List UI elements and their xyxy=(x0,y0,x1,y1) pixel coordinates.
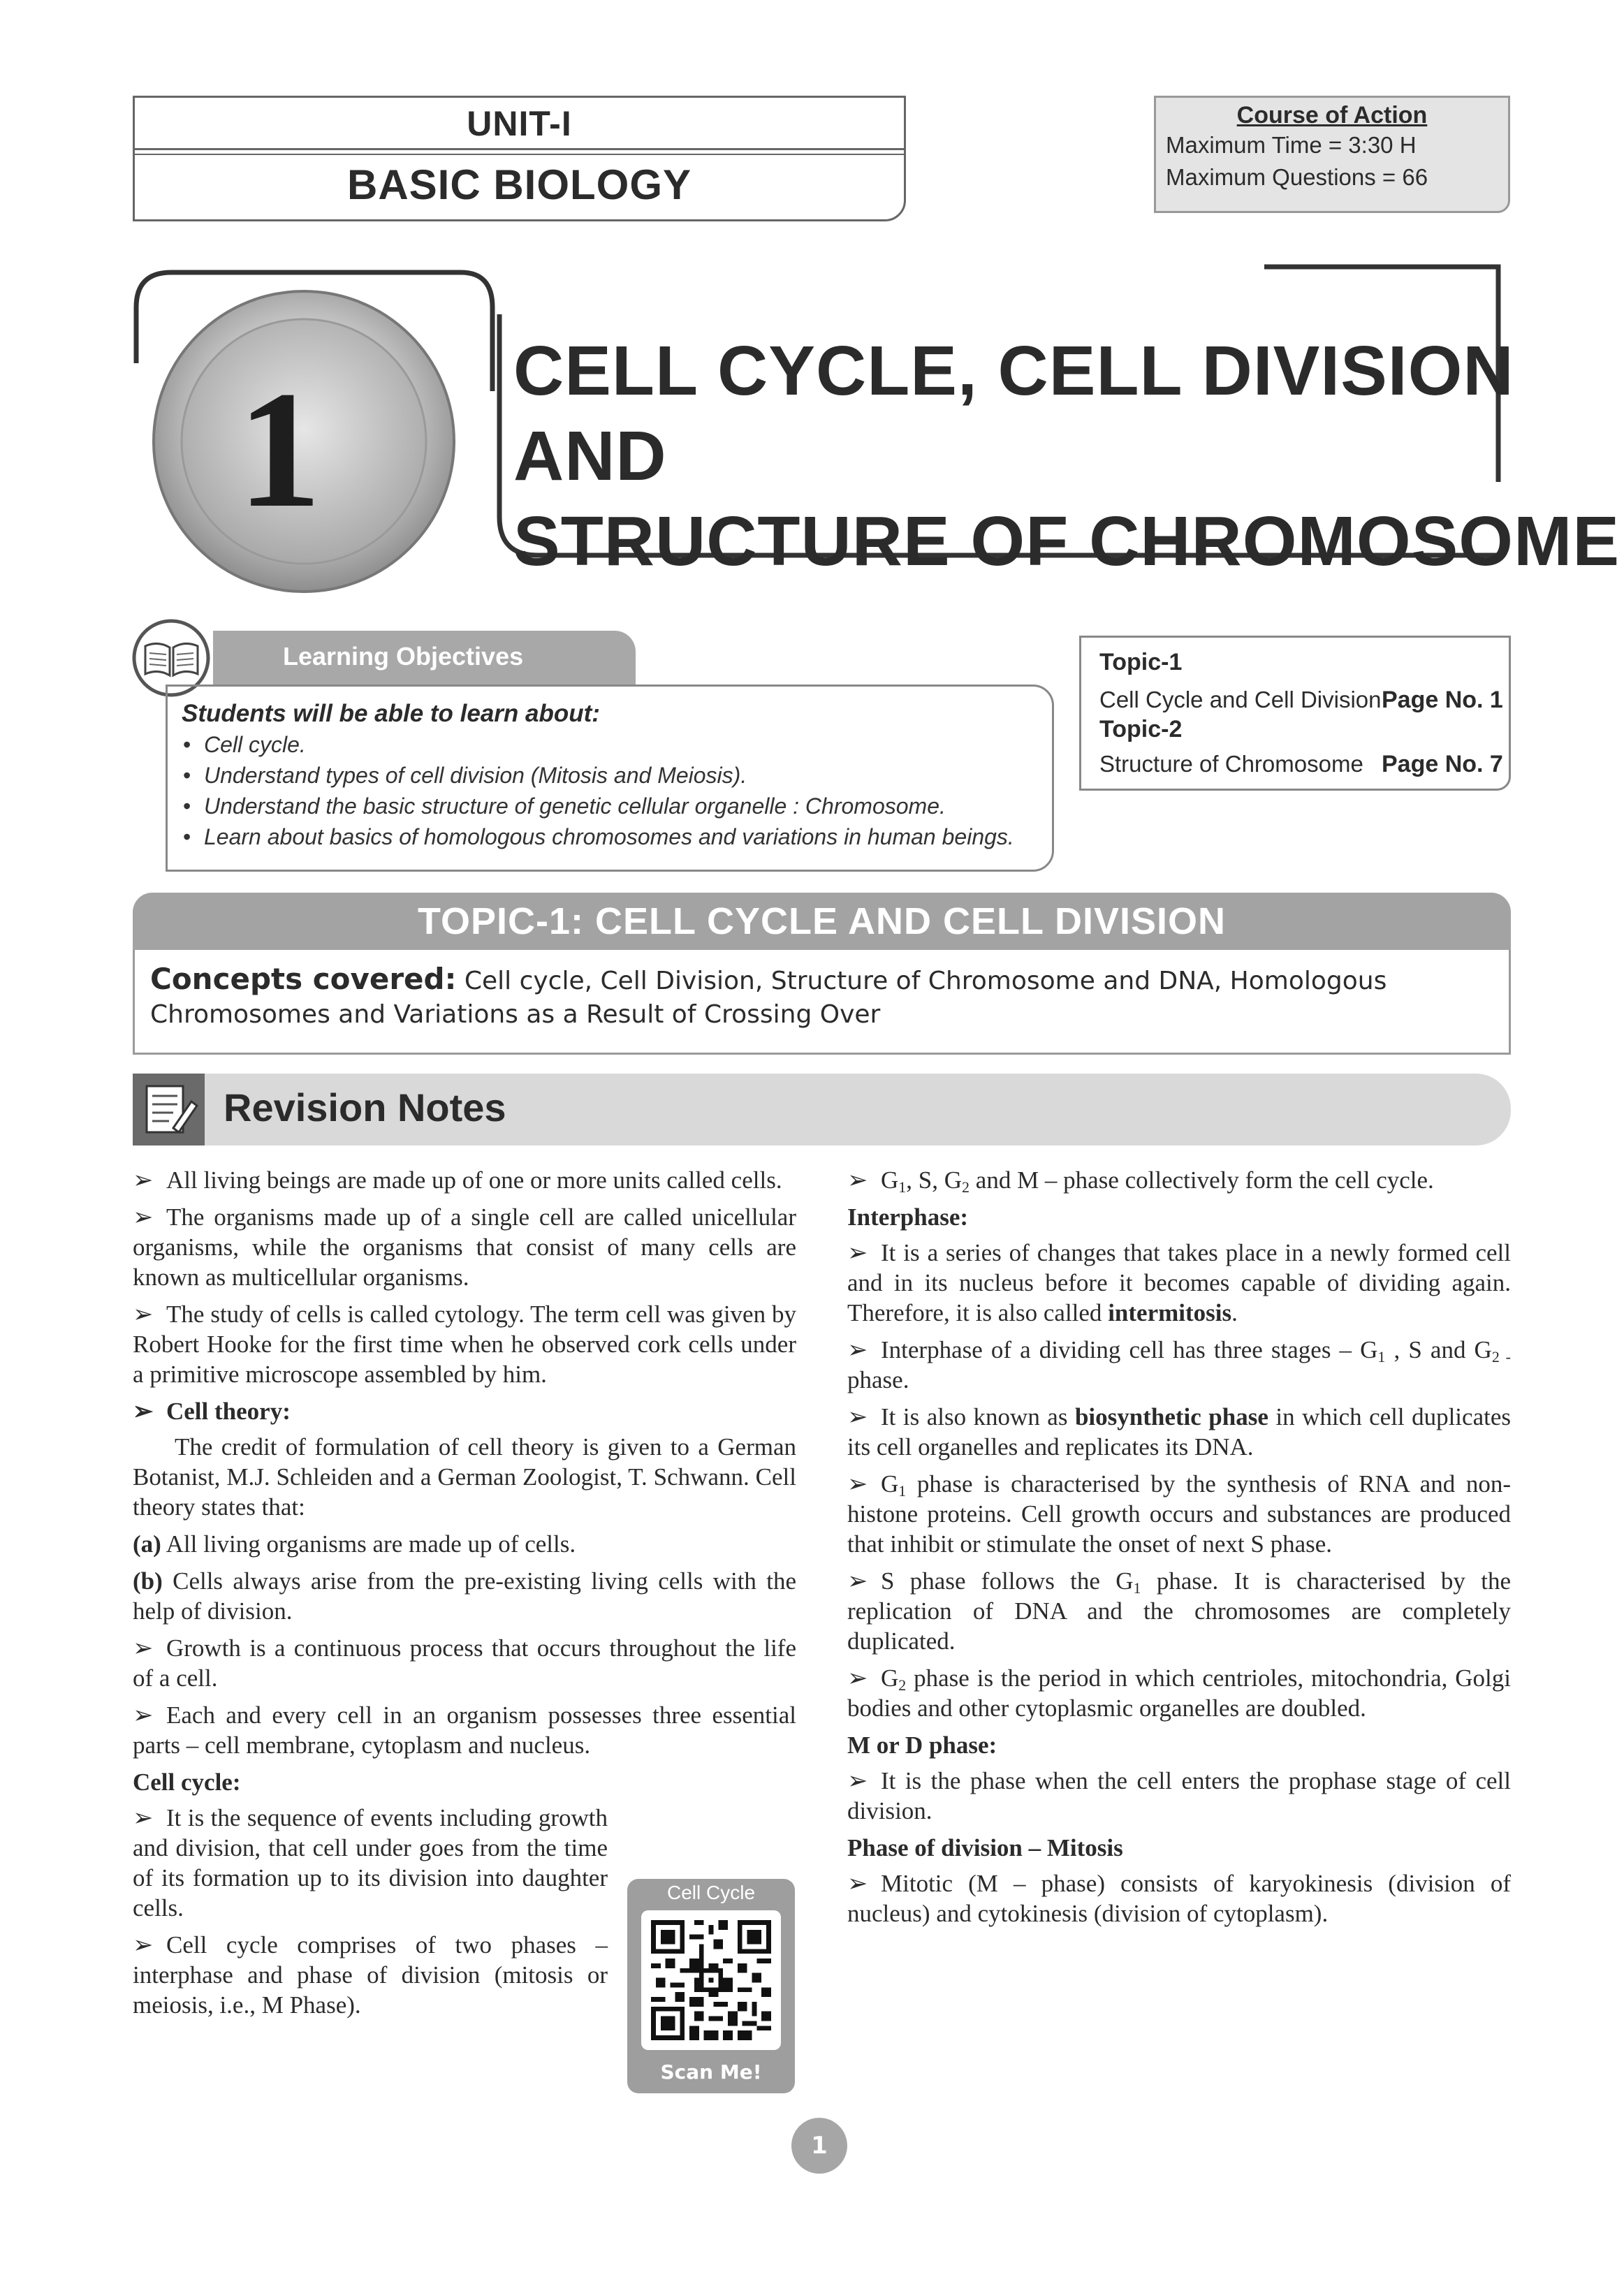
m-or-d-phase-heading: M or D phase: xyxy=(847,1732,997,1759)
topic-2-page: Page No. 7 xyxy=(1382,751,1503,777)
arrow-bullet-icon: ➢ xyxy=(847,1870,868,1897)
arrow-bullet-icon: ➢ xyxy=(847,1239,868,1266)
arrow-bullet-icon: ➢ xyxy=(847,1664,868,1692)
cell-theory-heading: ➢ Cell theory: xyxy=(133,1398,291,1425)
learning-objectives-heading: Students will be able to learn about: xyxy=(182,700,600,727)
arrow-bullet-icon: ➢ xyxy=(847,1336,868,1363)
notepad-pencil-icon xyxy=(133,1074,205,1145)
qr-code-icon[interactable] xyxy=(641,1910,781,2050)
arrow-bullet-icon: ➢ xyxy=(133,1804,154,1831)
right-column xyxy=(847,1165,1511,1935)
chapter-title-line-1: CELL CYCLE, CELL DIVISION AND xyxy=(513,332,1514,495)
topic-banner: TOPIC-1: CELL CYCLE AND CELL DIVISION xyxy=(133,893,1511,950)
note-paragraph: ➢ It is also known as biosynthetic phase in which cell duplicates its cell organelles and replicates its DNA. xyxy=(847,1403,1511,1461)
learning-objectives-tab xyxy=(213,631,636,687)
note-paragraph: ➢ Cell cycle comprises of two phases – interphase and phase of division (mitosis or meiosis, i.e., M Phase). xyxy=(133,1931,608,2019)
topic-2-heading: Topic-2 xyxy=(1099,716,1183,742)
learning-objectives-label: Learning Objectives xyxy=(283,642,524,671)
note-paragraph: ➢ It is a series of changes that takes place in a newly formed cell and in its nucleus before it becomes capable of dividing again. Therefore, it is also called intermitosis. xyxy=(847,1239,1511,1326)
note-paragraph: ➢ Interphase of a dividing cell has three stages – $G_1$ , S and $G_{2 -}phase$. xyxy=(847,1336,1511,1393)
concepts-text: Cell cycle, Cell Division, Structure of Chromosome and DNA, Homologous Chromosomes and Variations as a Result of Crossing Over xyxy=(150,967,1387,1029)
learning-objective-item: • Understand types of cell division (Mitosis and Meiosis). xyxy=(183,763,747,788)
interphase-heading: Interphase: xyxy=(847,1203,969,1231)
note-paragraph: ➢ Mitotic (M – phase) consists of karyokinesis (division of nucleus) and cytokinesis (division of cytoplasm). xyxy=(847,1870,1511,1927)
note-paragraph: ➢ $G_1$, S, $G_2$ and M – phase collectively form the cell cycle. xyxy=(847,1166,1434,1196)
concepts-label: Concepts covered: xyxy=(150,962,457,996)
arrow-bullet-icon: ➢ xyxy=(133,1301,154,1328)
arrow-bullet-icon: ➢ xyxy=(847,1470,868,1498)
note-paragraph: ➢ The study of cells is called cytology. The term cell was given by Robert Hooke for the first time when he observed cork cells under a primitive microscope assembled by him. xyxy=(133,1301,796,1388)
cell-theory-point-a: (a) All living organisms are made up of cells. xyxy=(133,1530,576,1558)
note-paragraph: ➢ It is the phase when the cell enters the prophase stage of cell division. xyxy=(847,1767,1511,1824)
note-paragraph: ➢ $G_2$ phase is the period in which centrioles, mitochondria, Golgi bodies and other cytoplasmic organelles are doubled. xyxy=(847,1664,1511,1722)
mitosis-heading: Phase of division – Mitosis xyxy=(847,1834,1123,1861)
revision-notes-title: Revision Notes xyxy=(224,1085,506,1129)
note-paragraph: ➢ $G_1$ phase is characterised by the synthesis of RNA and non-histone proteins. Cell growth occurs and substances are produced that inhibit or stimulate the onset of next S phase. xyxy=(847,1470,1511,1558)
topic-index-box xyxy=(1079,636,1511,791)
arrow-bullet-icon: ➢ xyxy=(133,1203,154,1231)
cell-theory-point-b: (b) Cells always arise from the pre-existing living cells with the help of division. xyxy=(133,1567,796,1625)
course-max-time: Maximum Time = 3:30 H xyxy=(1166,132,1417,158)
chapter-title xyxy=(513,328,1624,584)
arrow-bullet-icon: ➢ xyxy=(133,1701,154,1729)
topic-2-name[interactable]: Structure of Chromosome xyxy=(1099,751,1363,777)
note-paragraph: ➢ Growth is a continuous process that occurs throughout the life of a cell. xyxy=(133,1634,796,1692)
cell-theory-text: The credit of formulation of cell theory is given to a German Botanist, M.J. Schleiden and a German Zoologist, T. Schwann. Cell theory states that: xyxy=(133,1433,796,1521)
arrow-bullet-icon: ➢ xyxy=(847,1166,868,1194)
qr-label: Cell Cycle xyxy=(666,1882,756,1903)
learning-objective-item: • Learn about basics of homologous chromosomes and variations in human beings. xyxy=(183,824,1014,849)
arrow-bullet-icon: ➢ xyxy=(133,1634,154,1662)
note-paragraph: ➢ All living beings are made up of one or more units called cells. xyxy=(133,1166,782,1194)
arrow-bullet-icon: ➢ xyxy=(847,1403,868,1430)
arrow-bullet-icon: ➢ xyxy=(847,1567,868,1595)
arrow-bullet-icon: ➢ xyxy=(133,1398,154,1425)
chapter-number: 1 xyxy=(237,356,321,542)
unit-subtitle: BASIC BIOLOGY xyxy=(346,161,692,208)
learning-objective-item: • Understand the basic structure of genetic cellular organelle : Chromosome. xyxy=(183,793,946,819)
chapter-title-line-2: STRUCTURE OF CHROMOSOME xyxy=(513,502,1621,580)
note-paragraph: ➢ The organisms made up of a single cell are called unicellular organisms, while the organisms that consist of many cells are known as multicellular organisms. xyxy=(133,1203,796,1291)
note-paragraph: ➢ S phase follows the $G_1$ phase. It is characterised by the replication of DNA and the chromosomes are completely duplicated. xyxy=(847,1567,1511,1655)
course-max-questions: Maximum Questions = 66 xyxy=(1166,164,1428,190)
topic-1-page: Page No. 1 xyxy=(1382,687,1503,713)
concepts-covered-box xyxy=(133,950,1511,1055)
topic-1-name[interactable]: Cell Cycle and Cell Division xyxy=(1099,687,1382,712)
page-number: 1 xyxy=(791,2118,847,2174)
arrow-bullet-icon: ➢ xyxy=(133,1931,154,1959)
arrow-bullet-icon: ➢ xyxy=(847,1767,868,1794)
unit-title: UNIT-I xyxy=(467,104,572,143)
arrow-bullet-icon: ➢ xyxy=(133,1166,154,1194)
topic-1-heading: Topic-1 xyxy=(1099,649,1183,675)
cell-cycle-heading: Cell cycle: xyxy=(133,1769,241,1796)
learning-objective-item: • Cell cycle. xyxy=(183,732,306,757)
note-paragraph: ➢ Each and every cell in an organism possesses three essential parts – cell membrane, cytoplasm and nucleus. xyxy=(133,1701,796,1759)
note-paragraph: ➢ It is the sequence of events including growth and division, that cell under goes from the time of its formation up to its division into daughter cells. xyxy=(133,1804,608,1921)
course-title: Course of Action xyxy=(1236,102,1428,129)
scan-me-label[interactable]: Scan Me! xyxy=(660,2060,762,2084)
